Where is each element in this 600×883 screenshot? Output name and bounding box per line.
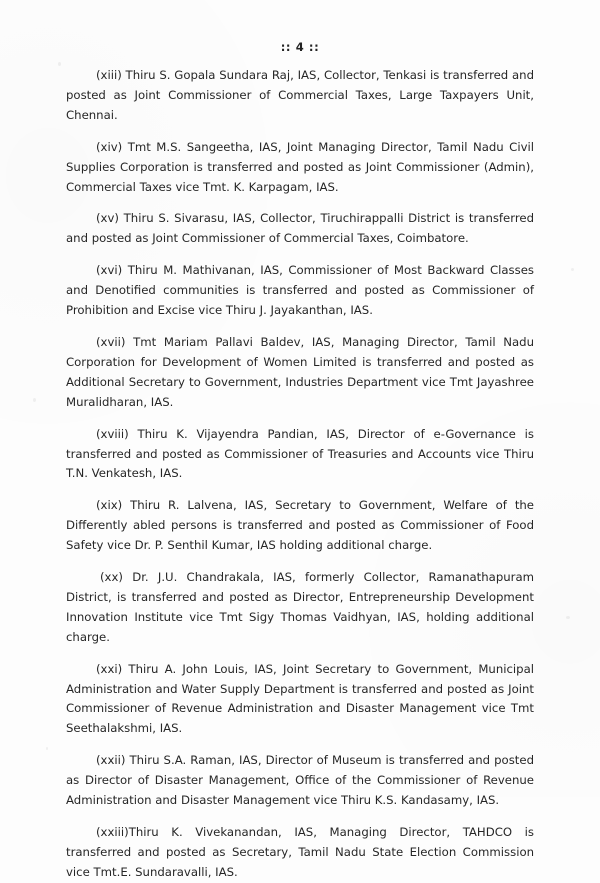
clause-paragraph-xxii: (xxii) Thiru S.A. Raman, IAS, Director of Museum is transferred and posted as Director of Disaster Management, Office of the Commissioner of Revenue Administration and Disaster Management vice Thiru K.S. Kandasamy, IAS. <box>66 753 534 808</box>
clause-paragraph-xx: (xx) Dr. J.U. Chandrakala, IAS, formerly Collector, Ramanathapuram District, is transferred and posted as Director, Entrepreneurship Development Innovation Institute vice Tmt Sigy Thomas Vaidhyan, IAS, holding additional charge. <box>66 570 534 644</box>
clause-paragraph-xix: (xix) Thiru R. Lalvena, IAS, Secretary to Government, Welfare of the Differently abled persons is transferred and posted as Commissioner of Food Safety vice Dr. P. Senthil Kumar, IAS holding additional charge. <box>66 498 534 553</box>
clause-paragraph-xxiii: (xxiii)Thiru K. Vivekanandan, IAS, Managing Director, TAHDCO is transferred and posted as Secretary, Tamil Nadu State Election Commission vice Tmt.E. Sundaravalli, IAS. <box>66 825 534 879</box>
clause-paragraph-xvi: (xvi) Thiru M. Mathivanan, IAS, Commissioner of Most Backward Classes and Denotified communities is transferred and posted as Commissioner of Prohibition and Excise vice Thiru J. Jayakanthan, IAS. <box>66 263 534 318</box>
document-body <box>66 66 534 883</box>
scan-speck <box>33 398 36 402</box>
scan-speck <box>571 268 574 271</box>
clause-paragraph-xxi: (xxi) Thiru A. John Louis, IAS, Joint Secretary to Government, Municipal Administration and Water Supply Department is transferred and posted as Joint Commissioner of Revenue Administration and Disaster Management vice Tmt Seethalakshmi, IAS. <box>66 661 534 736</box>
page-number-header: :: 4 :: <box>280 40 320 54</box>
clause-paragraph-xvii: (xvii) Tmt Mariam Pallavi Baldev, IAS, Managing Director, Tamil Nadu Corporation for Development of Women Limited is transferred and posted as Additional Secretary to Government, Industries Department vice Tmt Jayashree Muralidharan, IAS. <box>66 334 534 409</box>
clause-paragraph-xiii: (xiii) Thiru S. Gopala Sundara Raj, IAS, Collector, Tenkasi is transferred and posted as Joint Commissioner of Commercial Taxes, Large Taxpayers Unit, Chennai. <box>66 68 534 122</box>
scan-speck <box>46 747 48 750</box>
scan-speck <box>58 62 61 66</box>
clause-paragraph-xv: (xv) Thiru S. Sivarasu, IAS, Collector, Tiruchirappalli District is transferred and posted as Joint Commissioner of Commercial Taxes, Coimbatore. <box>66 211 534 246</box>
scan-speck <box>566 616 570 619</box>
clause-paragraph-xiv: (xiv) Tmt M.S. Sangeetha, IAS, Joint Managing Director, Tamil Nadu Civil Supplies Corporation is transferred and posted as Joint Commissioner (Admin), Commercial Taxes vice Tmt. K. Karpagam, IAS. <box>66 139 534 194</box>
clause-paragraph-xviii: (xviii) Thiru K. Vijayendra Pandian, IAS, Director of e-Governance is transferred and posted as Commissioner of Treasuries and Accounts vice Thiru T.N. Venkatesh, IAS. <box>66 426 534 481</box>
